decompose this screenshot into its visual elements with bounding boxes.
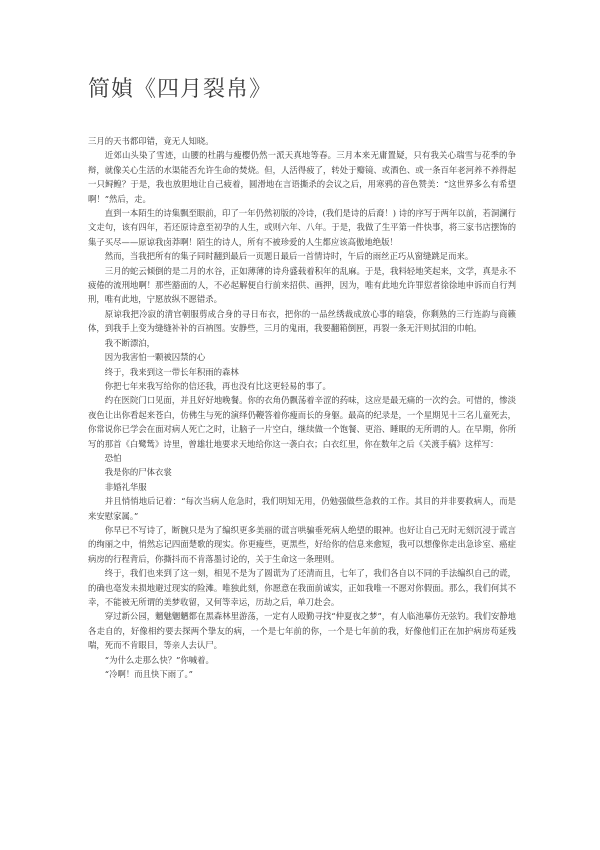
body-paragraph: 穿过新公园，魑魅魍魉都在黑森林里游荡，一定有人殴勤寻找“仲夏夜之梦”，有人临池摹仿无弦钓。我们安静地各走自的，好像相约要去探两个挚友的病，一个是七年前的你，一个是七年前的我，好像他们正在加护病房苟延残喘，死而不肯眼目，等亲人去认尸。 xyxy=(88,611,516,651)
body-paragraph: 然而，当我把所有的集子同时翻到最后一页题日最后一首情诗时，午后的雨丝正巧从窗缝跳足而来。 xyxy=(104,251,474,262)
body-paragraph: 直到一本陌生的诗集飘至眼前，印了一年仍然初版的冷诗，(我们是诗的后裔！) 诗的序写于两年以前，若洞澜行文走句，该有四年，若还原诗意至初孕的人生，或则六年、八年。于是，我做了生平第一件快事，将三家书店摆饰的集子买尽——原谅我卤莽啊！陌生的诗人，所有不被珍爱的人生都应该高傲地绝版！ xyxy=(88,208,516,247)
body-paragraph: 三月的蛇云倾倒的是二月的水谷，正如薄薄的诗舟盛载着积年的乱麻。于是，我料轻地笑起来，文学，真是永不疲倦的流刑地啊！那些豁面的人，不必起解便自行前来招供、画押，因为，唯有此地允许罪愆者徐徐地申诉而自行判刑，唯有此地，宁愿放纵不愿错杀。 xyxy=(88,265,516,305)
document-title: 简媜《四月裂帛》 xyxy=(88,77,273,102)
body-paragraph: 约在医院门口见面，并且好好地晚餐。你的衣角仍飘荡着辛涩的药味，这应是最无痛的一次约会。可惜的，惨淡夜色让出你看起来苍白，仿佛生与死的演绎仍鞭答着你瘦而长的身躯。最高的纪录是，一个星期见十三名儿童死去，你常说你已学会在面对病人死亡之时，让脑子一片空白，继续做一个饱餐、更浴、睡眠的无所谓的人。在早期，你所写的那首《白鹭鸶》诗里，曾雄壮地要求天地给你这一袭白衣；白衣红里，你在数年之后《关渡手稿》这样写： xyxy=(88,395,516,449)
body-paragraph: “为什么走那么快？”你喊着。 xyxy=(104,654,214,665)
document-body xyxy=(88,134,516,681)
poem-line: 终于，我来到这一带长年积雨的森林 xyxy=(104,366,239,377)
body-paragraph: 三月的天书都印错，竟无人知晓。 xyxy=(88,136,214,146)
poem-line: 非婚礼华服 xyxy=(104,481,147,492)
body-paragraph: 近郊山头染了雪迹，山腰的杜鹃与瘦樱仍然一派天真地等春。三月本来无庸置疑，只有我关心瑞雪与花季的争辩，就像关心生活的水渠能否允许生命的焚烧。但，人活得疲了，转处于瓣镜、或酒色、或一条百年老河养不养得起一只鲟鳇？于是，我也放胆地让自己疲着，圆滑地在言语撕杀的会议之后，用寒鸦的音色赞美：“这世界多么有希望啊！”然后，走。 xyxy=(88,150,516,204)
body-paragraph: 终于，我们也来到了这一刻，相见不是为了圆谎为了还清而且，七年了，我们各自以不同的手法编织自己的谎，的确也毫发未损地避过现实的险滩。唯独此刻，你愿意在我面前诚实，正如我唯一不愿对你假面。那么，我们何其不幸，不能被无所谓的美梦收留，又何等幸运，历劫之后，单刀赴会。 xyxy=(88,568,516,607)
poem-line: 因为我害怕一颗被囚禁的心 xyxy=(104,352,206,363)
poem-line: 我不断漂泊， xyxy=(104,337,156,348)
body-paragraph: “冷啊！而且快下雨了。” xyxy=(104,669,193,680)
body-paragraph: 你早已不写诗了，断腕只是为了编织更多美丽的谎言哄骗垂死病人绝望的眼神。也好让自己无时无刻沉浸于谎言的绚丽之中，悄然忘记四面楚歌的现实。你更瘦些，更黑些，好给你的信息来愈短，我可以想像你走出急诊室、癌症病房的行程背后，你撕抖而不肯落墨讨论的，关于生命这一条理则。 xyxy=(88,524,516,564)
poem-line: 我是你的尸体衣裳 xyxy=(104,467,172,478)
body-paragraph: 并且悄悄地后记着：“每次当病人危急时，我们明知无用，仍勉强做些急救的工作。其目的并非要救病人，而是来安慰家属。” xyxy=(88,496,516,521)
body-paragraph: 原谅我把冷寂的清官朝服剪成合身的寻日布衣，把你的一品丝绣裁成放心事的暗袋，你剩熟的三行连韵与商籁体，到我手上变为缝缝补补的百衲图。安静些，三月的鬼雨，我要翻箱倒匣，再裂一条无汗则拭泪的巾帕。 xyxy=(88,308,516,334)
poem-line: 恐怕 xyxy=(104,452,122,463)
poem-line: 你把七年来我写给你的信还我，再也没有比这更轻易的事了。 xyxy=(104,380,331,391)
